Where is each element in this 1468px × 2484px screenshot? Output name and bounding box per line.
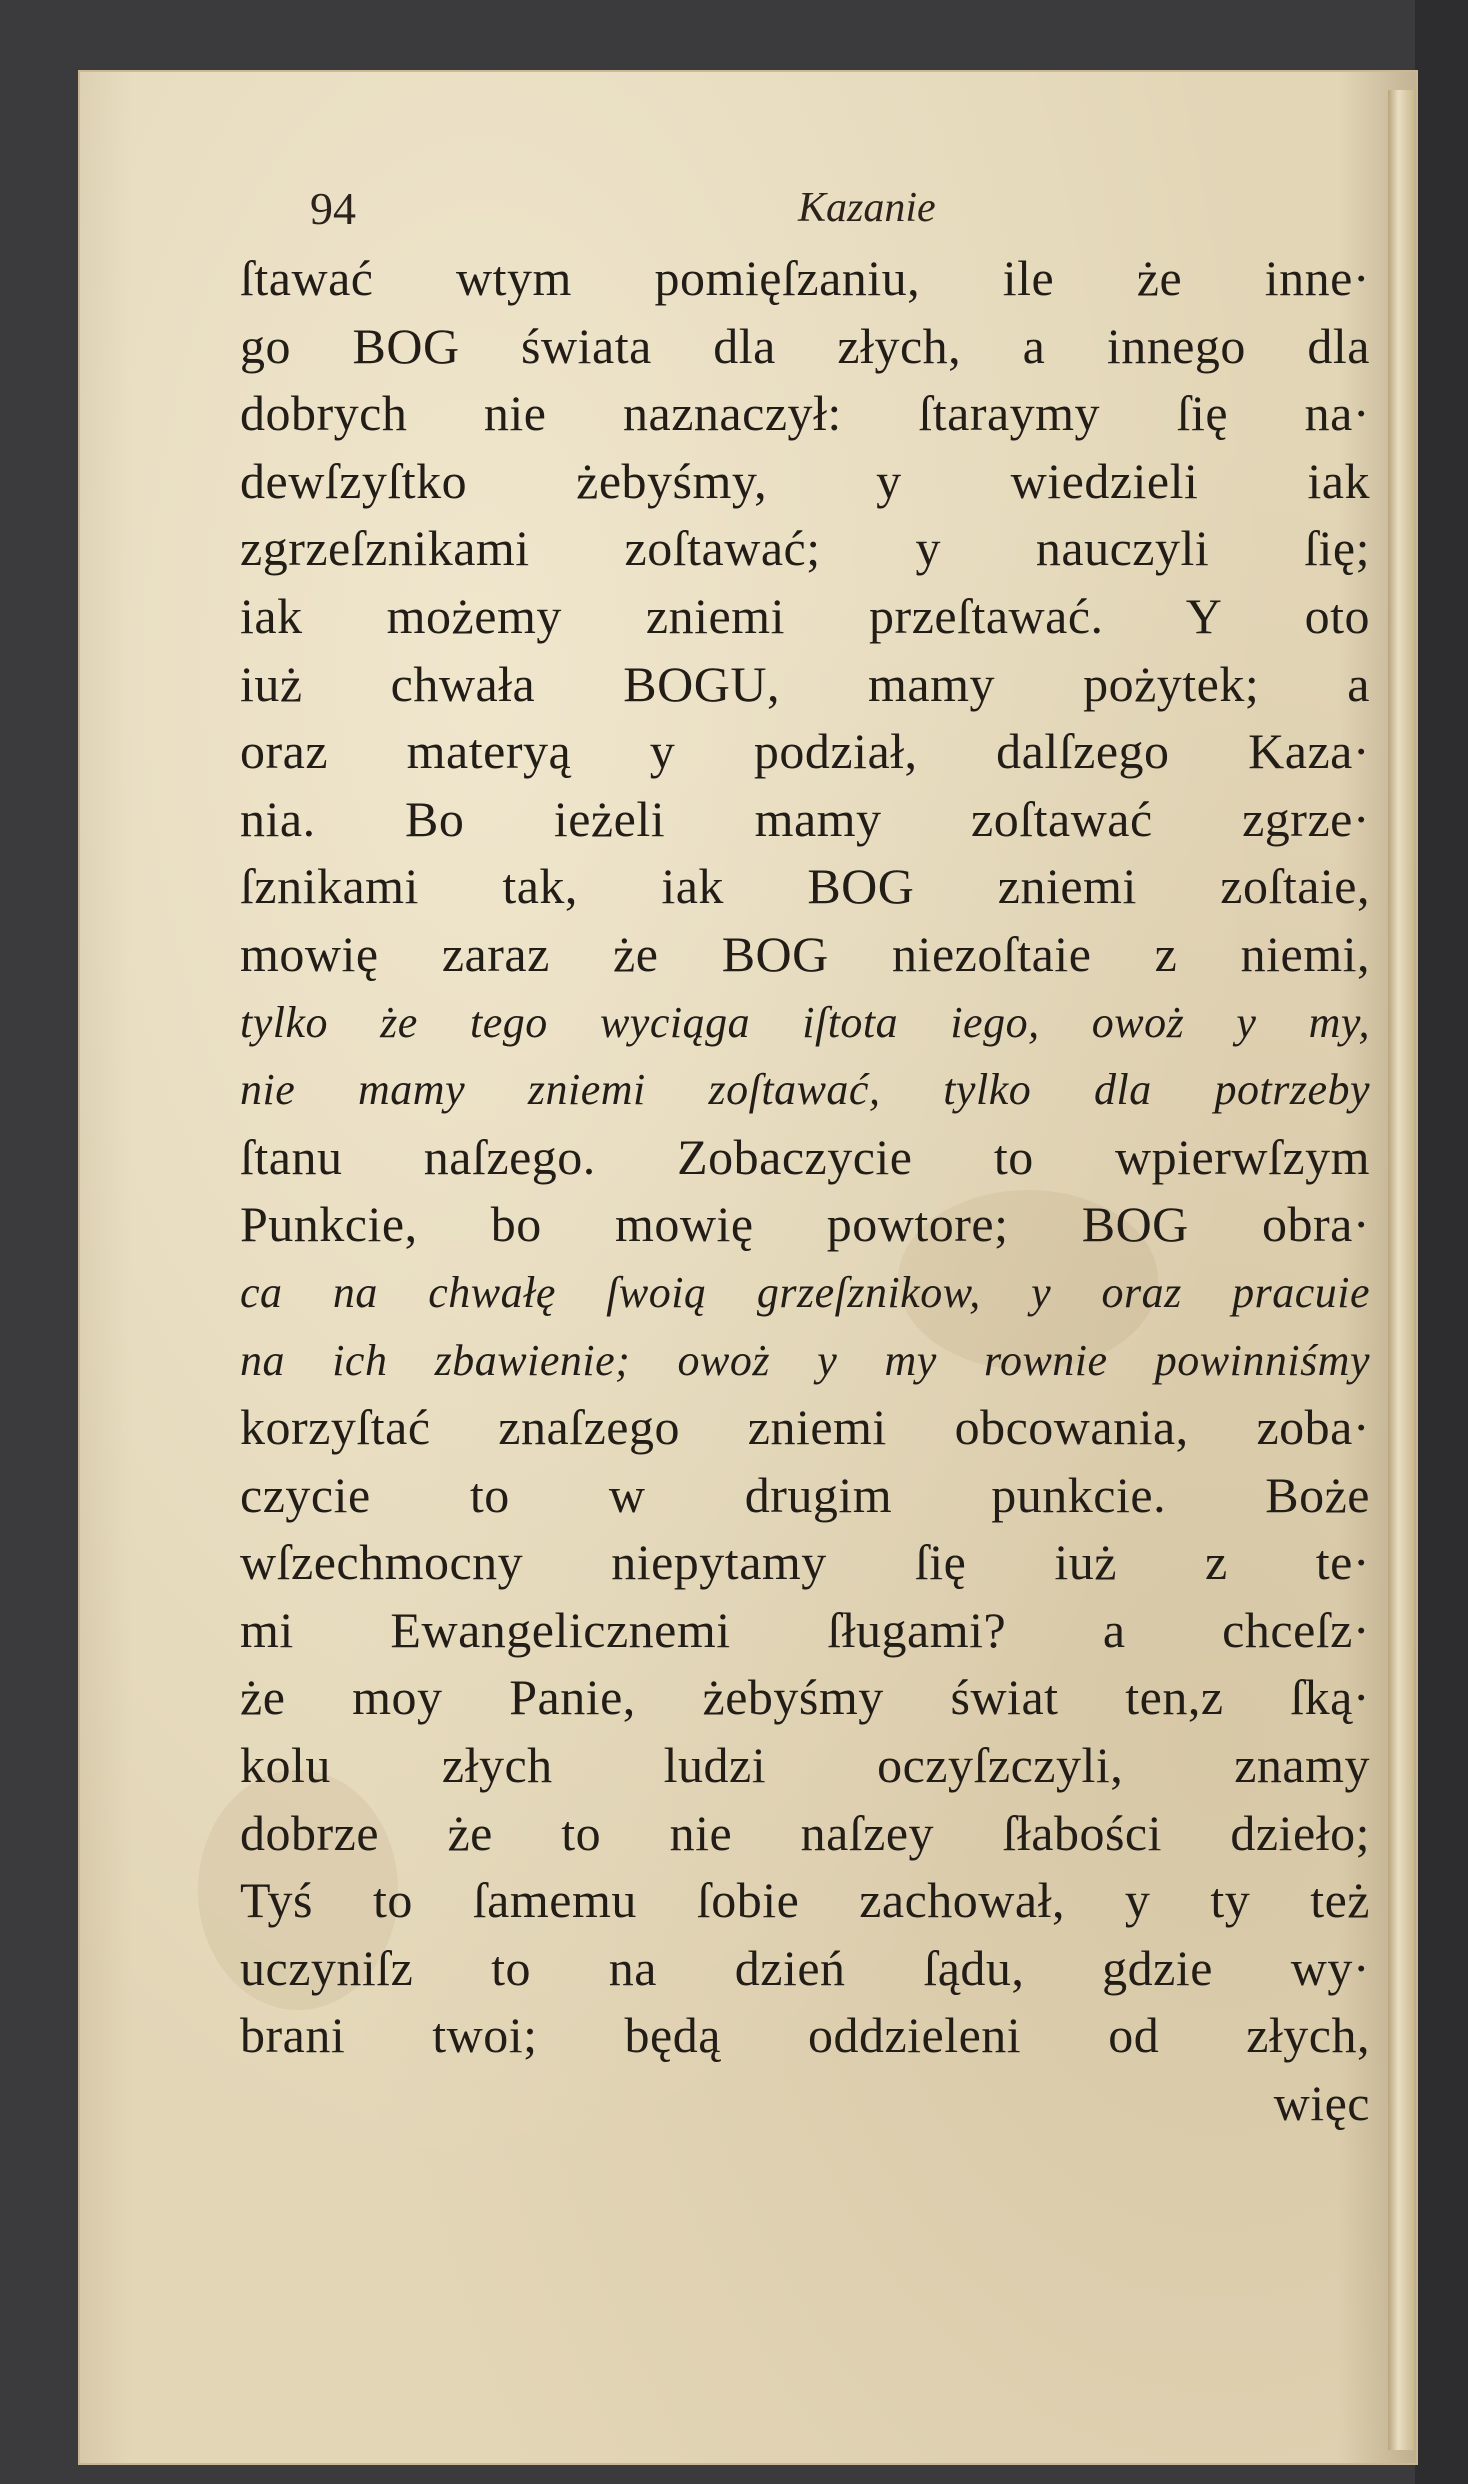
running-title: Kazanie [798, 185, 936, 231]
text-line: korzyſtać znaſzego zniemi obcowania, zoba· [240, 1399, 1370, 1456]
text-line: ſtawać wtym pomięſzaniu, ile że inne· [240, 250, 1370, 306]
text-line: nie mamy zniemi zoſtawać, tylko dla potrzeby [240, 1065, 1370, 1115]
text-line: mowię zaraz że BOG niezoſtaie z niemi, [240, 925, 1370, 982]
text-line: ca na chwałę ſwoią grzeſznikow, y oraz pracuie [240, 1267, 1370, 1317]
catchword: więc [1273, 2075, 1370, 2132]
text-line: Punkcie, bo mowię powtore; BOG obra· [240, 1196, 1370, 1253]
text-line: tylko że tego wyciąga iſtota iego, owoż y my, [240, 997, 1370, 1047]
text-line: oraz materyą y podział, dalſzego Kaza· [240, 723, 1370, 780]
text-line: dobrych nie naznaczył: ſtaraymy ſię na· [240, 385, 1370, 442]
text-line: dewſzyſtko żebyśmy, y wiedzieli iak [240, 452, 1370, 509]
text-line: wſzechmocny niepytamy ſię iuż z te· [240, 1534, 1370, 1591]
text-line: go BOG świata dla złych, a innego dla [240, 317, 1370, 374]
text-line: że moy Panie, żebyśmy świat ten,z ſką· [240, 1669, 1370, 1726]
page-gutter [1388, 90, 1414, 2450]
page-header [310, 182, 1350, 242]
text-line: kolu złych ludzi oczyſzczyli, znamy [240, 1737, 1370, 1794]
page-number: 94 [310, 183, 356, 234]
text-line: iak możemy zniemi przeſtawać. Y oto [240, 587, 1370, 644]
text-line: czycie to w drugim punkcie. Boże [240, 1466, 1370, 1523]
body-text [240, 245, 1370, 2138]
text-line: iuż chwała BOGU, mamy pożytek; a [240, 655, 1370, 712]
text-line: ſtanu naſzego. Zobaczycie to wpierwſzym [240, 1128, 1370, 1185]
text-line: uczyniſz to na dzień ſądu, gdzie wy· [240, 1939, 1370, 1996]
text-line: dobrze że to nie naſzey ſłabości dzieło; [240, 1804, 1370, 1861]
text-line: zgrzeſznikami zoſtawać; y nauczyli ſię; [240, 520, 1370, 577]
text-line: Tyś to ſamemu ſobie zachował, y ty też [240, 1872, 1370, 1929]
text-line: ſznikami tak, iak BOG zniemi zoſtaie, [240, 858, 1370, 915]
text-line: na ich zbawienie; owoż y my rownie powinniśmy [240, 1335, 1370, 1385]
text-line: nia. Bo ieżeli mamy zoſtawać zgrze· [240, 790, 1370, 847]
text-line: mi Ewangelicznemi ſługami? a chceſz· [240, 1601, 1370, 1658]
text-line: brani twoi; będą oddzieleni od złych, [240, 2007, 1370, 2064]
scan-edge [1415, 0, 1468, 2484]
